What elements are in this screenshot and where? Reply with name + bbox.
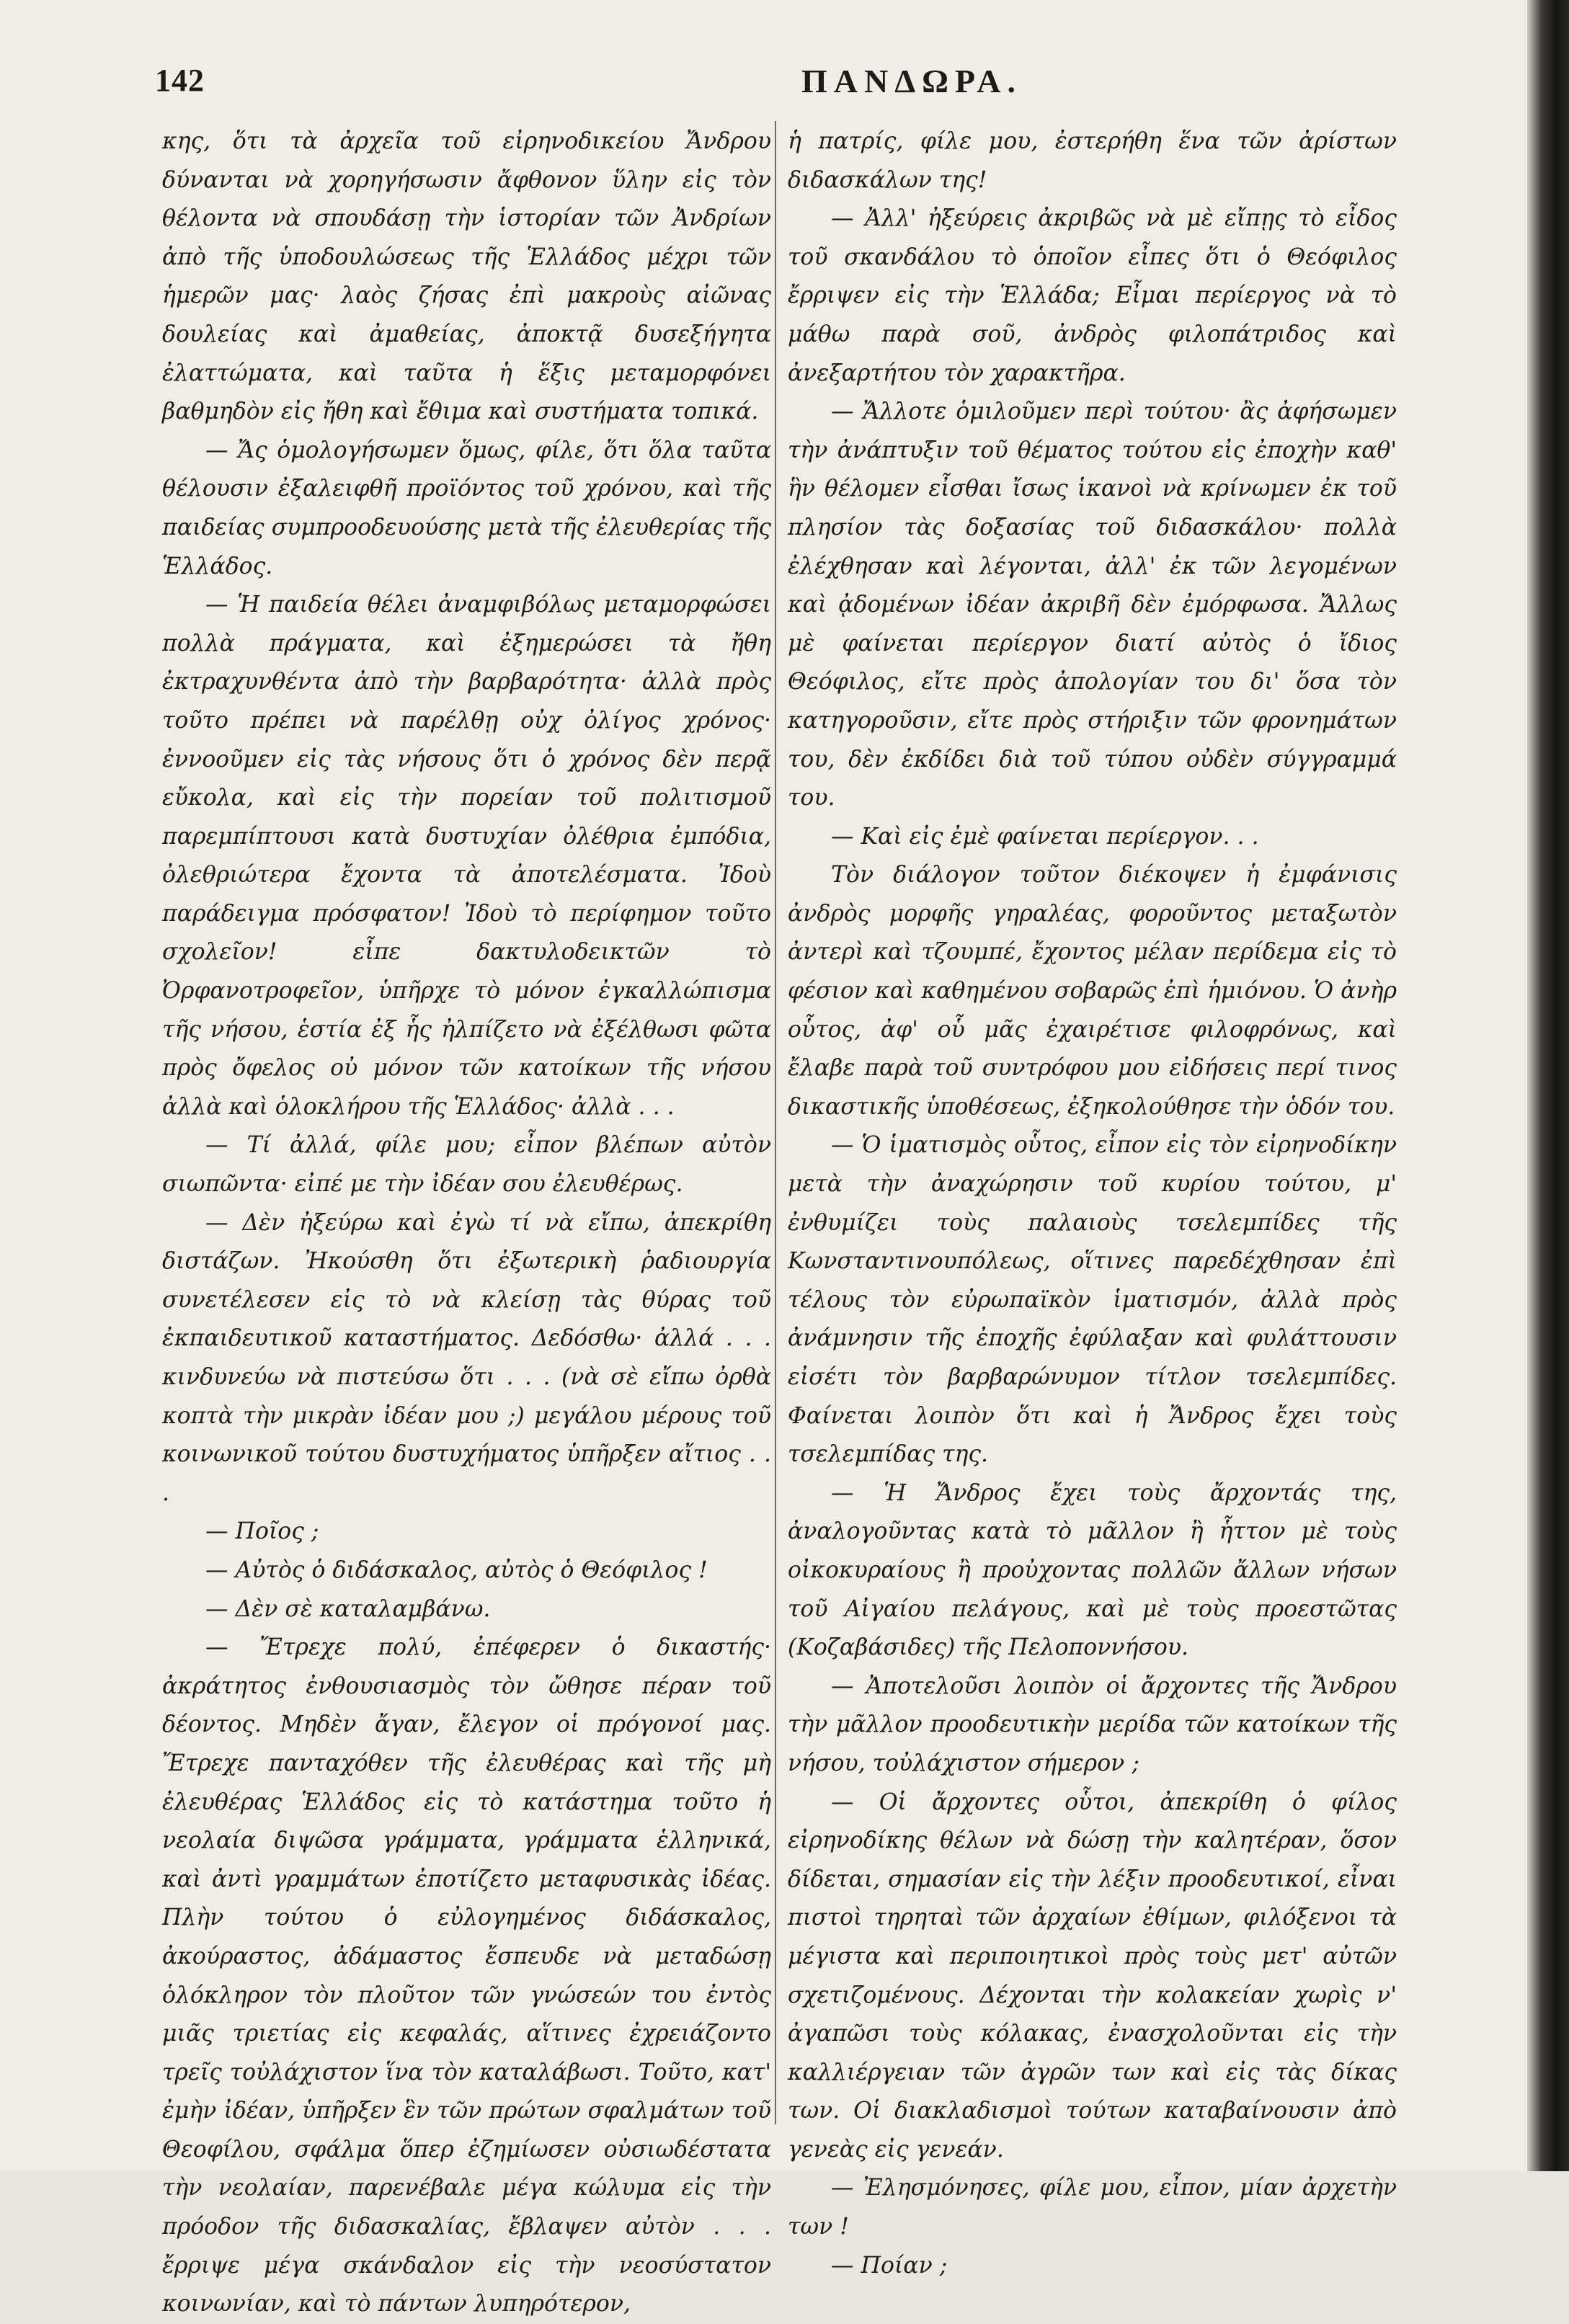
paragraph: — Οἱ ἄρχοντες οὗτοι, ἀπεκρίθη ὁ φίλος εἰρηνοδίκης θέλων νὰ δώσῃ τὴν καλητέραν, ὅσον δίδεται, σημασίαν εἰς τὴν λέξιν προοδευτικοί, εἶναι πιστοὶ τηρηταὶ τῶν ἀρχαίων ἐθίμων, φιλόξενοι τὰ μέγιστα καὶ περιποιητικοὶ πρὸς τοὺς μετ' αὐτῶν σχετιζομένους. Δέχονται τὴν κολακείαν χωρὶς ν' ἀγαπῶσι τοὺς κόλακας, ἐνασχολοῦνται εἰς τὴν καλλιέργειαν τῶν ἀγρῶν των καὶ εἰς τὰς δίκας των. Οἱ διακλαδισμοὶ τούτων καταβαίνουσιν ἀπὸ γενεὰς εἰς γενεάν. xyxy=(788,1789,1397,2163)
book-binding-edge xyxy=(1527,0,1569,2171)
column-divider xyxy=(775,121,776,2124)
paragraph: κης, ὅτι τὰ ἀρχεῖα τοῦ εἰρηνοδικείου Ἄνδρου δύνανται νὰ χορηγήσωσιν ἄφθονον ὕλην εἰς τὸν θέλοντα νὰ σπουδάσῃ τὴν ἱστορίαν τῶν Ἀνδρίων ἀπὸ τῆς ὑποδουλώσεως τῆς Ἑλλάδος μέχρι τῶν ἡμερῶν μας· λαὸς ζήσας ἐπὶ μακροὺς αἰῶνας δουλείας καὶ ἀμαθείας, ἀποκτᾷ δυσεξήγητα ἐλαττώματα, καὶ ταῦτα ἡ ἕξις μεταμορφόνει βαθμηδὸν εἰς ἤθη καὶ ἔθιμα καὶ συστήματα τοπικά. xyxy=(162,128,771,425)
paragraph: — Δὲν σὲ καταλαμβάνω. xyxy=(205,1595,491,1622)
paragraph: — Ἀποτελοῦσι λοιπὸν οἱ ἄρχοντες τῆς Ἄνδρου τὴν μᾶλλον προοδευτικὴν μερίδα τῶν κατοίκων τῆς νήσου, τοὐλάχιστον σήμερον ; xyxy=(788,1673,1397,1776)
paragraph: ἡ πατρίς, φίλε μου, ἐστερήθη ἕνα τῶν ἀρίστων διδασκάλων της! xyxy=(788,128,1397,193)
paragraph: — Ἐλησμόνησες, φίλε μου, εἶπον, μίαν ἀρχετὴν των ! xyxy=(788,2175,1397,2240)
paragraph: — Ἄλλοτε ὁμιλοῦμεν περὶ τούτου· ἂς ἀφήσωμεν τὴν ἀνάπτυξιν τοῦ θέματος τούτου εἰς ἐποχὴν καθ' ἣν θέλομεν εἶσθαι ἴσως ἱκανοὶ νὰ κρίνωμεν ἐκ τοῦ πλησίον τὰς δοξασίας τοῦ διδασκάλου· πολλὰ ἐλέχθησαν καὶ λέγονται, ἀλλ' ἐκ τῶν λεγομένων καὶ ᾀδομένων ἰδέαν ἀκριβῆ δὲν ἐμόρφωσα. Ἄλλως μὲ φαίνεται περίεργον διατί αὐτὸς ὁ ἴδιος Θεόφιλος, εἴτε πρὸς ἀπολογίαν του δι' ὅσα τὸν κατηγοροῦσιν, εἴτε πρὸς στήριξιν τῶν φρονημάτων του, δὲν ἐκδίδει διὰ τοῦ τύπου οὐδὲν σύγγραμμά του. xyxy=(788,399,1397,811)
page-number: 142 xyxy=(155,63,205,98)
paragraph: — Ἡ Ἄνδρος ἔχει τοὺς ἄρχοντάς της, ἀναλογοῦντας κατὰ τὸ μᾶλλον ἢ ἧττον μὲ τοὺς οἰκοκυραίους ἢ προὐχοντας πολλῶν ἄλλων νήσων τοῦ Αἰγαίου πελάγους, καὶ μὲ τοὺς προεστῶτας (Κοζαβάσιδες) τῆς Πελοποννήσου. xyxy=(788,1479,1397,1661)
paragraph: — Ἄς ὁμολογήσωμεν ὅμως, φίλε, ὅτι ὅλα ταῦτα θέλουσιν ἐξαλειφθῆ προϊόντος τοῦ χρόνου, καὶ τῆς παιδείας συμπροοδευούσης μετὰ τῆς ἐλευθερίας τῆς Ἑλλάδος. xyxy=(162,437,771,579)
paragraph: — Ποίαν ; xyxy=(831,2252,948,2279)
paragraph: — Ἀλλ' ἠξεύρεις ἀκριβῶς νὰ μὲ εἴπῃς τὸ εἶδος τοῦ σκανδάλου τὸ ὁποῖον εἶπες ὅτι ὁ Θεόφιλος ἔρριψεν εἰς τὴν Ἑλλάδα; Εἶμαι περίεργος νὰ τὸ μάθω παρὰ σοῦ, ἀνδρὸς φιλοπάτριδος καὶ ἀνεξαρτήτου τὸν χαρακτῆρα. xyxy=(788,205,1397,386)
paragraph: — Τί ἀλλά, φίλε μου; εἶπον βλέπων αὐτὸν σιωπῶντα· εἰπέ με τὴν ἰδέαν σου ἐλευθέρως. xyxy=(162,1132,771,1198)
paragraph: — Ποῖος ; xyxy=(205,1518,319,1545)
right-column xyxy=(788,123,1397,2285)
paragraph: — Ἡ παιδεία θέλει ἀναμφιβόλως μεταμορφώσει πολλὰ πράγματα, καὶ ἐξημερώσει τὰ ἤθη ἐκτραχυνθέντα ἀπὸ τὴν βαρβαρότητα· ἀλλὰ πρὸς τοῦτο πρέπει νὰ παρέλθῃ οὐχ ὀλίγος χρόνος· ἐννοοῦμεν εἰς τὰς νήσους ὅτι ὁ χρόνος δὲν περᾷ εὔκολα, καὶ εἰς τὴν πορείαν τοῦ πολιτισμοῦ παρεμπίπτουσι κατὰ δυστυχίαν ὀλέθρια ἐμπόδια, ὀλεθριώτερα ἔχοντα τὰ ἀποτελέσματα. Ἰδοὺ παράδειγμα πρόσφατον! Ἰδοὺ τὸ περίφημον τοῦτο σχολεῖον! εἶπε δακτυλοδεικτῶν τὸ Ὀρφανοτροφεῖον, ὑπῆρχε τὸ μόνον ἐγκαλλώπισμα τῆς νήσου, ἑστία ἐξ ἧς ἠλπίζετο νὰ ἐξέλθωσι φῶτα πρὸς ὄφελος οὐ μόνον τῶν κατοίκων τῆς νήσου ἀλλὰ καὶ ὁλοκλήρου τῆς Ἑλλάδος· ἀλλὰ . . . xyxy=(162,592,771,1120)
paragraph: — Ὁ ἱματισμὸς οὗτος, εἶπον εἰς τὸν εἰρηνοδίκην μετὰ τὴν ἀναχώρησιν τοῦ κυρίου τούτου, μ' ἐνθυμίζει τοὺς παλαιοὺς τσελεμπίδες τῆς Κωνσταντινουπόλεως, οἵτινες παρεδέχθησαν ἐπὶ τέλους τὸν εὐρωπαϊκὸν ἱματισμόν, ἀλλὰ πρὸς ἀνάμνησιν τῆς ἐποχῆς ἐφύλαξαν καὶ φυλάττουσιν εἰσέτι τὸν βαρβαρώνυμον τίτλον τσελεμπίδες. Φαίνεται λοιπὸν ὅτι καὶ ἡ Ἄνδρος ἔχει τοὺς τσελεμπίδας της. xyxy=(788,1132,1397,1468)
paragraph: Τὸν διάλογον τοῦτον διέκοψεν ἡ ἐμφάνισις ἀνδρὸς μορφῆς γηραλέας, φοροῦντος μεταξωτὸν ἀντερὶ καὶ τζουμπέ, ἔχοντος μέλαν περίδεμα εἰς τὸ φέσιον καὶ καθημένου σοβαρῶς ἐπὶ ἡμιόνου. Ὁ ἀνὴρ οὗτος, ἀφ' οὗ μᾶς ἐχαιρέτισε φιλοφρόνως, καὶ ἔλαβε παρὰ τοῦ συντρόφου μου εἰδήσεις περί τινος δικαστικῆς ὑποθέσεως, ἐξηκολούθησε τὴν ὁδόν του. xyxy=(788,862,1397,1120)
left-column xyxy=(162,123,771,2324)
paragraph: — Ἔτρεχε πολύ, ἐπέφερεν ὁ δικαστής· ἀκράτητος ἐνθουσιασμὸς τὸν ὤθησε πέραν τοῦ δέοντος. Μηδὲν ἄγαν, ἔλεγον οἱ πρόγονοί μας. Ἔτρεχε πανταχόθεν τῆς ἐλευθέρας καὶ τῆς μὴ ἐλευθέρας Ἑλλάδος εἰς τὸ κατάστημα τοῦτο ἡ νεολαία διψῶσα γράμματα, γράμματα ἑλληνικά, καὶ ἀντὶ γραμμάτων ἐποτίζετο μεταφυσικὰς ἰδέας. Πλὴν τούτου ὁ εὐλογημένος διδάσκαλος, ἀκούραστος, ἀδάμαστος ἔσπευδε νὰ μεταδώσῃ ὁλόκληρον τὸν πλοῦτον τῶν γνώσεών του ἐντὸς μιᾶς τριετίας εἰς κεφαλάς, αἵτινες ἐχρειάζοντο τρεῖς τοὐλάχιστον ἵνα τὸν καταλάβωσι. Τοῦτο, κατ' ἐμὴν ἰδέαν, ὑπῆρξεν ἓν τῶν πρώτων σφαλμάτων τοῦ Θεοφίλου, σφάλμα ὅπερ ἐζημίωσεν οὐσιωδέστατα τὴν νεολαίαν, παρενέβαλε μέγα κώλυμα εἰς τὴν πρόοδον τῆς διδασκαλίας, ἔβλαψεν αὐτὸν . . . ἔρριψε μέγα σκάνδαλον εἰς τὴν νεοσύστατον κοινωνίαν, καὶ τὸ πάντων λυπηρότερον, xyxy=(162,1634,771,2318)
paragraph: — Αὐτὸς ὁ διδάσκαλος, αὐτὸς ὁ Θεόφιλος ! xyxy=(205,1557,708,1583)
paragraph: — Δὲν ἠξεύρω καὶ ἐγὼ τί νὰ εἴπω, ἀπεκρίθη διστάζων. Ἠκούσθη ὅτι ἐξωτερικὴ ῥαδιουργία συνετέλεσεν εἰς τὸ νὰ κλείσῃ τὰς θύρας τοῦ ἐκπαιδευτικοῦ καταστήματος. Δεδόσθω· ἀλλά . . . κινδυνεύω νὰ πιστεύσω ὅτι . . . (νὰ σὲ εἴπω ὀρθὰ κοπτὰ τὴν μικρὰν ἰδέαν μου ;) μεγάλου μέρους τοῦ κοινωνικοῦ τούτου δυστυχήματος ὑπῆρξεν αἴτιος . . . xyxy=(162,1209,771,1506)
page-header xyxy=(155,62,1481,105)
paragraph: — Καὶ εἰς ἐμὲ φαίνεται περίεργον. . . xyxy=(831,823,1259,850)
running-title: ΠΑΝΔΩΡΑ. xyxy=(801,63,1022,99)
